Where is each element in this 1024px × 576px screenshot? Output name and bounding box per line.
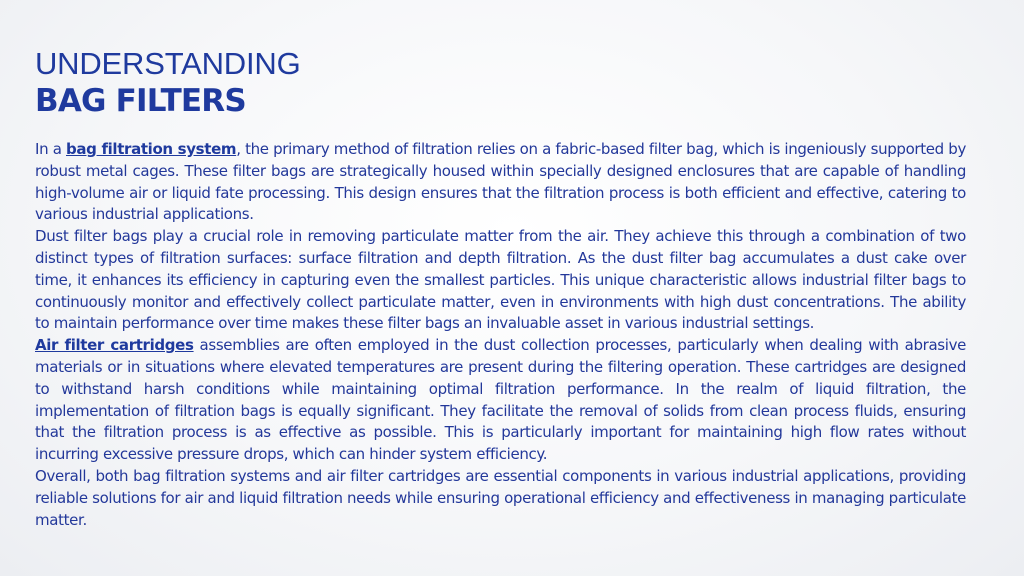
- bag-filtration-system-link[interactable]: bag filtration system: [66, 140, 237, 158]
- body-text: [35, 139, 966, 531]
- paragraph-1-body: , the primary method of filtration relies on a fabric-based filter bag, which is ingeniously supported by robust metal cages. These filter bags are strategically housed within specially designed enclosures that are capable of handling high-volume air or liquid fate processing. This design ensures that the filtration process is both efficient and effective, catering to various industrial applications.: [35, 140, 966, 224]
- paragraph-4: Overall, both bag filtration systems and air filter cartridges are essential components in various industrial applications, providing reliable solutions for air and liquid filtration needs while ensuring operational efficiency and effectiveness in managing particulate matter.: [35, 466, 966, 529]
- paragraph-2: Dust filter bags play a crucial role in removing particulate matter from the air. They achieve this through a combination of two distinct types of filtration surfaces: surface filtration and depth filtration. As the dust filter bag accumulates a dust cake over time, it enhances its efficiency in capturing even the smallest particles. This unique characteristic allows industrial filter bags to continuously monitor and effectively collect particulate matter, even in environments with high dust concentrations. The ability to maintain performance over time makes these filter bags an invaluable asset in various industrial settings.: [35, 227, 966, 333]
- paragraph-3-body: assemblies are often employed in the dust collection processes, particularly when dealing with abrasive materials or in situations where elevated temperatures are present during the filtering operation. These cartridges are designed to withstand harsh conditions while maintaining optimal filtration performance. In the realm of liquid filtration, the implementation of filtration bags is equally significant. They facilitate the removal of solids from clean process fluids, ensuring that the filtration process is as effective as possible. This is particularly important for maintaining high flow rates without incurring excessive pressure drops, which can hinder system efficiency.: [35, 336, 966, 464]
- air-filter-cartridges-link[interactable]: Air filter cartridges: [35, 336, 194, 355]
- title-line-1: UNDERSTANDING: [35, 46, 301, 81]
- title-line-2: BAG FILTERS: [35, 83, 246, 119]
- paragraph-3: [35, 335, 966, 466]
- paragraph-1-intro: In a: [35, 140, 66, 158]
- paragraph-1: [35, 139, 966, 226]
